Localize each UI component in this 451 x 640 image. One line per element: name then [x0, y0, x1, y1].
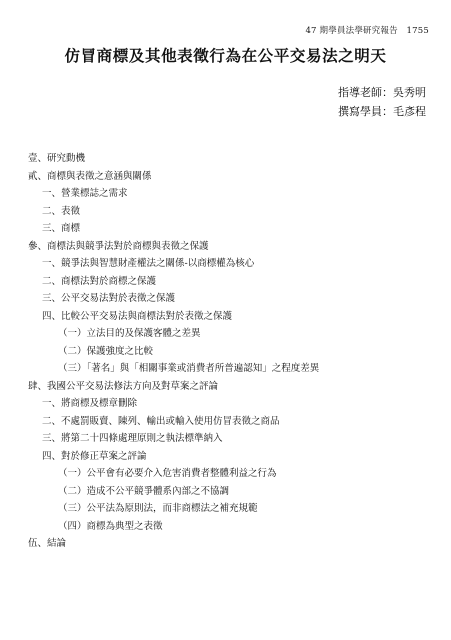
toc-item: 一、將商標及標章刪除: [42, 398, 138, 409]
toc-item: （一）公平會有必要介入危害消費者整體利益之行為: [58, 468, 277, 479]
toc-item: 貳、商標與表徵之意涵與關係: [28, 170, 152, 182]
toc-item: （三）「著名」與「相關事業或消費者所普遍認知」之程度差異: [58, 363, 320, 374]
toc-item: 三、將第二十四條處理原則之執法標準納入: [42, 433, 223, 444]
author-credit: 撰寫學員：毛彥程: [338, 105, 426, 118]
toc-item: 二、不處罰販賣、陳列、輸出或輸入使用仿冒表徵之商品: [42, 415, 280, 427]
toc-item: 二、商標法對於商標之保護: [42, 275, 157, 287]
toc-item: （二）保護強度之比較: [58, 345, 154, 357]
toc-item: （四）商標為典型之表徵: [58, 520, 163, 532]
toc-item: 一、競爭法與智慧財產權法之關係-以商標權為核心: [42, 258, 255, 269]
toc-item: 肆、我國公平交易法修法方向及對草案之評論: [28, 380, 219, 392]
toc-item: 四、對於修正草案之評論: [42, 450, 147, 462]
toc-item: （二）造成不公平競爭體系內部之不協調: [58, 485, 230, 497]
toc-item: 伍、結論: [28, 538, 67, 549]
toc-item: （一）立法目的及保護客體之差異: [58, 328, 201, 339]
toc-item: 四、比較公平交易法與商標法對於表徵之保護: [42, 310, 233, 322]
toc-item: 三、商標: [42, 223, 81, 234]
toc-item: 一、營業標誌之需求: [42, 188, 128, 199]
credits: [338, 83, 426, 121]
running-header: 47 期學員法學研究報告 1755: [305, 26, 429, 36]
page-title: 仿冒商標及其他表徵行為在公平交易法之明天: [64, 47, 387, 65]
toc-item: （三）公平法為原則法，而非商標法之補充規範: [58, 503, 258, 514]
advisor-credit: 指導老師：吳秀明: [338, 86, 426, 99]
toc-item: 三、公平交易法對於表徵之保護: [42, 293, 176, 304]
table-of-contents: [28, 150, 438, 553]
toc-item: 參、商標法與競爭法對於商標與表徵之保護: [28, 240, 209, 252]
toc-item: 壹、研究動機: [28, 153, 86, 164]
toc-item: 二、表徵: [42, 205, 81, 217]
